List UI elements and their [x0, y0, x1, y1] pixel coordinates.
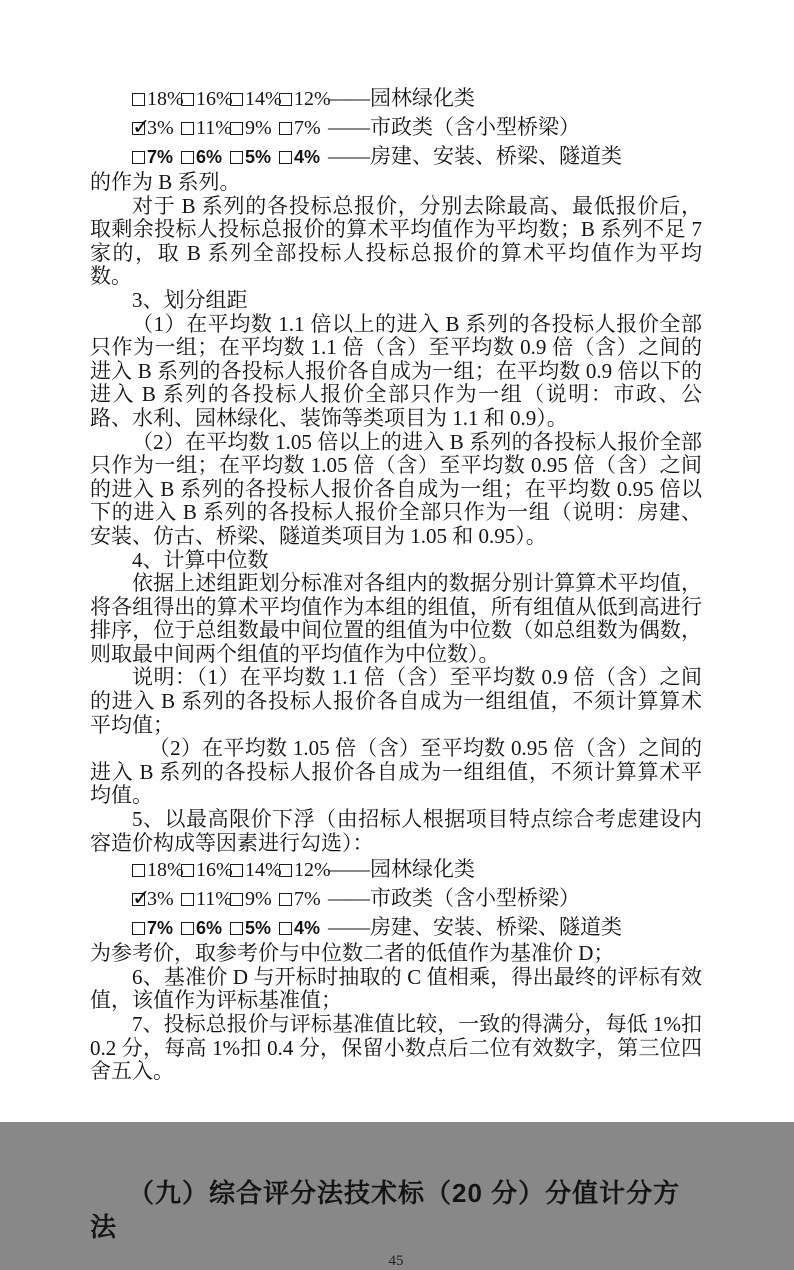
checkbox-option — [230, 113, 279, 142]
paragraph-heading-5: 5、以最高限价下浮（由招标人根据项目特点综合考虑建设内容造价构成等因素进行勾选）： — [90, 807, 702, 855]
category-label: ——房建、安装、桥梁、隧道类 — [328, 144, 622, 168]
checkbox-option — [279, 84, 331, 113]
checkbox-icon — [279, 93, 292, 106]
checkbox-label: 6% — [196, 147, 223, 167]
paragraph: 说明：（1）在平均数 1.1 倍（含）至平均数 0.9 倍（含）之间的进入 B 系列的各投标人报价各自成为一组组值，不须计算算术平均值； — [90, 665, 702, 737]
category-label: ——市政类（含小型桥梁） — [328, 886, 580, 911]
checkbox-label: 12% — [294, 88, 331, 110]
checkbox-option — [230, 142, 279, 171]
checkbox-option — [230, 913, 279, 942]
checkbox-icon — [230, 93, 243, 106]
checkbox-label: 3% — [147, 117, 174, 139]
option-row-landscape — [90, 84, 702, 113]
checkbox-icon — [230, 151, 243, 164]
checkbox-option — [230, 855, 282, 884]
category-label: ——房建、安装、桥梁、隧道类 — [328, 915, 622, 940]
checkbox-icon — [181, 893, 194, 906]
checkbox-option — [132, 855, 184, 884]
checkbox-option — [132, 142, 181, 171]
checkbox-icon — [279, 151, 292, 164]
checkbox-option — [181, 884, 230, 913]
checkbox-option — [181, 113, 230, 142]
page-number: 45 — [388, 1252, 404, 1269]
checkbox-label: 7% — [147, 147, 174, 167]
checkbox-option — [181, 855, 233, 884]
checkbox-icon — [230, 893, 243, 906]
paragraph-heading-4: 4、计算中位数 — [132, 547, 269, 572]
checkbox-checked-icon — [132, 122, 145, 135]
checkbox-option — [230, 884, 279, 913]
category-label: ——园林绿化类 — [328, 857, 475, 882]
paragraph: （1）在平均数 1.1 倍以上的进入 B 系列的各投标人报价全部只作为一组；在平均数 1.1 倍（含）至平均数 0.9 倍（含）之间的进入 B 系列的各投标人报价各自成为一组；在平均数 0.9 倍以下的进入 B 系列的各投标人报价全部只作为一组（说明：市政、公路、水利、园林绿化、装饰等类项目为 1.1 和 0.9）。 — [90, 311, 702, 430]
paragraph-heading-3: 3、划分组距 — [132, 287, 248, 312]
paragraph: （2）在平均数 1.05 倍以上的进入 B 系列的各投标人报价全部只作为一组；在平均数 1.05 倍（含）至平均数 0.95 倍（含）之间的进入 B 系列的各投标人报价各自成为一组；在平均数 0.95 倍以下的进入 B 系列的各投标人报价全部只作为一组（说明：房建、安装、仿古、桥梁、隧道类项目为 1.05 和 0.95）。 — [90, 429, 702, 548]
checkbox-label: 5% — [245, 918, 272, 939]
checkbox-label: 12% — [294, 859, 331, 882]
checkbox-icon — [181, 922, 194, 935]
checkbox-icon — [132, 864, 145, 877]
checkbox-icon — [230, 122, 243, 135]
checkbox-icon — [279, 893, 292, 906]
checkbox-option — [132, 84, 184, 113]
category-label: ——园林绿化类 — [328, 86, 475, 110]
option-row-construction — [90, 142, 702, 171]
checkbox-option — [230, 84, 282, 113]
discount-options-block-2 — [90, 855, 702, 942]
category-label: ——市政类（含小型桥梁） — [328, 115, 580, 139]
checkbox-label: 14% — [245, 859, 282, 882]
checkbox-label: 5% — [245, 147, 272, 167]
checkbox-label: 7% — [147, 918, 174, 939]
paragraph-heading-7: 7、投标总报价与评标基准值比较，一致的得满分，每低 1%扣 0.2 分，每高 1%扣 0.4 分，保留小数点后二位有效数字，第三位四舍五入。 — [90, 1012, 702, 1084]
checkbox-label: 7% — [294, 117, 321, 139]
discount-options-block-1 — [90, 84, 702, 171]
option-row-construction — [90, 913, 702, 942]
checkbox-option — [132, 113, 181, 142]
checkbox-label: 18% — [147, 859, 184, 882]
checkbox-label: 9% — [245, 117, 272, 139]
checkbox-option — [279, 884, 328, 913]
checkbox-icon — [181, 864, 194, 877]
section-heading: （九）综合评分法技术标（20 分）分值计分方法 — [90, 1177, 681, 1242]
paragraph-heading-6: 6、基准价 D 与开标时抽取的 C 值相乘，得出最终的评标有效值，该值作为评标基准值； — [90, 964, 702, 1013]
checkbox-icon — [279, 122, 292, 135]
option-row-landscape — [90, 855, 702, 884]
checkbox-label: 4% — [294, 918, 321, 939]
paragraph: 对于 B 系列的各投标总报价，分别去除最高、最低报价后，取剩余投标人投标总报价的算术平均值作为平均数；B 系列不足 7 家的，取 B 系列全部投标人投标总报价的算术平均值作为平均数。 — [90, 193, 702, 289]
checkbox-option — [279, 113, 328, 142]
option-row-municipal — [90, 113, 702, 142]
checkbox-label: 3% — [147, 888, 174, 911]
checkbox-option — [132, 884, 181, 913]
checkbox-icon — [181, 151, 194, 164]
checkbox-option — [181, 142, 230, 171]
option-row-municipal — [90, 884, 702, 913]
checkbox-icon — [279, 864, 292, 877]
checkbox-option — [181, 84, 233, 113]
paragraph: （2）在平均数 1.05 倍（含）至平均数 0.95 倍（含）之间的进入 B 系列的各投标人报价各自成为一组组值，不须计算算术平均值。 — [90, 736, 702, 808]
checkbox-icon — [230, 922, 243, 935]
checkbox-icon — [181, 93, 194, 106]
checkbox-option — [132, 913, 181, 942]
checkbox-checked-icon — [132, 893, 145, 906]
checkbox-icon — [132, 151, 145, 164]
checkbox-option — [181, 913, 230, 942]
checkbox-icon — [230, 864, 243, 877]
checkbox-label: 16% — [196, 859, 233, 882]
checkbox-label: 6% — [196, 918, 223, 939]
paragraph: 为参考价，取参考价与中位数二者的低值作为基准价 D； — [90, 941, 615, 966]
paragraph: 的作为 B 系列。 — [90, 170, 241, 194]
checkbox-icon — [279, 922, 292, 935]
checkbox-icon — [132, 922, 145, 935]
checkbox-option — [279, 142, 328, 171]
checkbox-label: 16% — [196, 88, 233, 110]
checkbox-label: 11% — [196, 117, 232, 139]
checkbox-option — [279, 913, 328, 942]
checkbox-label: 18% — [147, 88, 184, 110]
checkbox-option — [279, 855, 331, 884]
paragraph: 依据上述组距划分标准对各组内的数据分别计算算术平均值，将各组得出的算术平均值作为本组的组值，所有组值从低到高进行排序，位于总组数最中间位置的组值为中位数（如总组数为偶数，则取最中间两个组值的平均值作为中位数）。 — [90, 571, 702, 666]
checkbox-label: 11% — [196, 888, 232, 911]
checkbox-label: 14% — [245, 88, 282, 110]
checkbox-label: 9% — [245, 888, 272, 911]
checkbox-icon — [132, 93, 145, 106]
checkbox-icon — [181, 122, 194, 135]
checkbox-label: 4% — [294, 147, 321, 167]
checkbox-label: 7% — [294, 888, 321, 911]
